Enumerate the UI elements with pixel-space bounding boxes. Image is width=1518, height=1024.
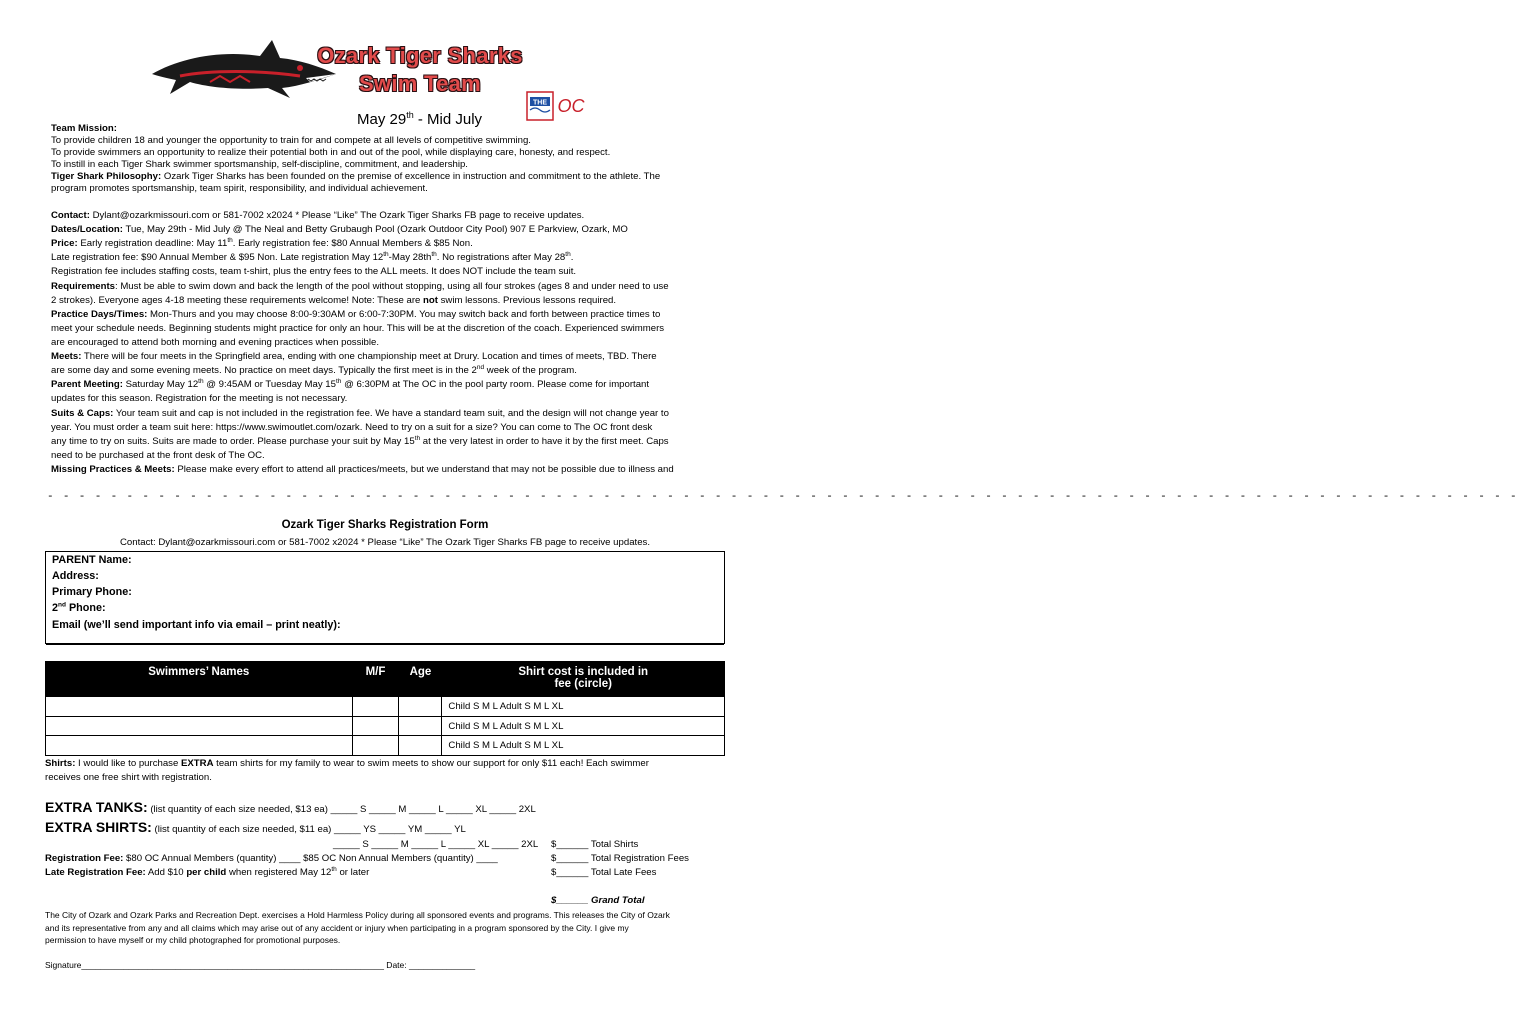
the-oc-logo (527, 86, 591, 122)
mission-line-3: To instill in each Tiger Shark swimmer sportsmanship, self-discipline, commitment, and leadership. (51, 159, 468, 170)
suits-line-1: Suits & Caps: Your team suit and cap is not included in the registration fee. We have a standard team suit, and the design will not change year to (51, 408, 669, 419)
suits-line-4: need to be purchased at the front desk of The OC. (51, 450, 265, 461)
requirements-line-2: 2 strokes). Everyone ages 4-18 meeting these requirements welcome! Note: These are not swim lessons. Previous lessons required. (51, 295, 617, 306)
waiver-line-3: permission to have myself or my child photographed for promotional purposes. (45, 935, 341, 946)
swimmers-header-row (46, 662, 725, 697)
philosophy-line-1: Tiger Shark Philosophy: Ozark Tiger Sharks has been founded on the premise of excellence in instruction and commitment to the athlete. The (51, 171, 661, 182)
swimmers-table (45, 661, 725, 756)
title-line-2: Swim Team (358, 71, 482, 96)
shirts-note-line-1: Shirts: I would like to purchase EXTRA team shirts for my family to wear to swim meets to show our support for only $11 each! Each swimmer (45, 758, 649, 769)
form-title: Ozark Tiger Sharks Registration Form (281, 519, 489, 531)
waiver-line-1: The City of Ozark and Ozark Parks and Recreation Dept. exercises a Hold Harmless Policy during all sponsored events and programs. This releases the City of Ozark (45, 910, 670, 920)
dates-location-line: Dates/Location: Tue, May 29th - Mid July @ The Neal and Betty Grubaugh Pool (Ozark Outdoor City Pool) 907 E Parkview, Ozark, MO (51, 224, 628, 235)
price-line: Price: Early registration deadline: May 11th. Early registration fee: $80 Annual Members & $85 Non. (51, 236, 473, 249)
swimmer-name-cell[interactable] (46, 716, 353, 736)
extra-tanks-line: EXTRA TANKS: (list quantity of each size needed, $13 ea) _____ S _____ M _____ L _____ XL _____ 2XL (45, 799, 536, 815)
shirt-size-cell[interactable]: Child S M L Adult S M L XL (442, 697, 725, 717)
email-field[interactable]: Email (we’ll send important info via email – print neatly): (52, 619, 341, 631)
shirt-header: Shirt cost is included in fee (circle) (442, 662, 725, 697)
mission-line-2: To provide swimmers an opportunity to realize their potential both in and out of the pool, while displaying care, honesty, and respect. (51, 147, 611, 158)
extra-shirts-line-2: _____ S _____ M _____ L _____ XL _____ 2XL (333, 839, 539, 850)
parent-meeting-line-1: Parent Meeting: Saturday May 12th @ 9:45AM or Tuesday May 15th @ 6:30PM at The OC in the pool party room. Please come for important (51, 377, 650, 390)
extra-shirts-line: EXTRA SHIRTS: (list quantity of each size needed, $11 ea) _____ YS _____ YM _____ YL (45, 819, 466, 835)
fee-includes-line: Registration fee includes staffing costs, team t-shirt, plus the entry fees to the ALL meets. It does NOT include the team suit. (51, 266, 577, 277)
swimmer-name-cell[interactable] (46, 736, 353, 756)
meets-line-2: are some day and some evening meets. No practice on meet days. Typically the first meet is in the 2nd week of the program. (51, 363, 577, 376)
practice-line-2: meet your schedule needs. Beginning students might practice for only an hour. This will be at the discretion of the coach. Experienced swimmers (51, 323, 665, 334)
age-cell[interactable] (399, 716, 442, 736)
late-fee-form-line: Late Registration Fee: Add $10 per child when registered May 12th or later (45, 865, 370, 878)
second-phone-field[interactable]: 2nd Phone: (52, 601, 106, 614)
requirements-line-1: Requirements: Must be able to swim down and back the length of the pool without stopping, using all four strokes (ages 8 and under need to use (51, 281, 669, 292)
parent-info-box[interactable] (45, 551, 725, 644)
table-row (46, 736, 725, 756)
parent-meeting-line-2: updates for this season. Registration for the meeting is not necessary. (51, 393, 348, 404)
shirts-note-line-2: receives one free shirt with registration. (45, 772, 212, 783)
age-cell[interactable] (399, 697, 442, 717)
practice-line-3: are encouraged to attend both morning and evening practices when possible. (51, 337, 380, 348)
table-row (46, 716, 725, 736)
form-contact: Contact: Dylant@ozarkmissouri.com or 581-7002 x2024 * Please “Like” The Ozark Tiger Sharks FB page to receive updates. (119, 537, 650, 548)
suits-line-2: year. You must order a team suit here: https://www.swimoutlet.com/ozark. Need to try on a suit for a size? You can come to The OC front desk (51, 422, 653, 433)
shirt-size-cell[interactable]: Child S M L Adult S M L XL (442, 716, 725, 736)
table-row (46, 697, 725, 717)
swimmer-names-header: Swimmers’ Names (46, 662, 353, 697)
practice-line-1: Practice Days/Times: Mon-Thurs and you may choose 8:00-9:30AM or 6:00-7:30PM. You may switch back and forth between practice times to (51, 309, 661, 320)
mf-cell[interactable] (352, 716, 399, 736)
oc-logo-the: THE (533, 99, 547, 107)
signature-line[interactable]: Signature________________________________________________________________ Date: ______________ (45, 960, 476, 970)
parent-name-field[interactable]: PARENT Name: (52, 554, 132, 566)
season-dates: May 29th - Mid July (357, 110, 483, 128)
title-line-1: Ozark Tiger Sharks (317, 43, 523, 68)
philosophy-line-2: program promotes sportsmanship, team spirit, responsibility, and individual achievement. (51, 183, 428, 194)
age-header: Age (399, 662, 442, 697)
waiver-line-2: and its representative from any and all claims which may arise out of any accident or injury when participating in a program sponsored by the City. I give my (45, 922, 629, 933)
primary-phone-field[interactable]: Primary Phone: (52, 586, 132, 598)
mission-label: Team Mission: (51, 123, 117, 134)
mf-header: M/F (352, 662, 399, 697)
total-registration-fees: $______ Total Registration Fees (551, 853, 689, 864)
oc-logo-oc: OC (557, 96, 585, 116)
late-fee-line: Late registration fee: $90 Annual Member & $95 Non. Late registration May 12th-May $28th^{th}$. No registrations after May 28th. (51, 250, 574, 263)
shirt-size-cell[interactable]: Child S M L Adult S M L XL (442, 736, 725, 756)
waiver (45, 909, 670, 947)
mf-cell[interactable] (352, 697, 399, 717)
team-title (290, 42, 550, 98)
address-field[interactable]: Address: (52, 570, 99, 582)
mission-line-1: To provide children 18 and younger the opportunity to train for and compete at all levels of competitive swimming. (51, 135, 531, 146)
registration-fee-line: Registration Fee: $80 OC Annual Members (quantity) ____ $85 OC Non Annual Members (quantity) ____ (45, 853, 498, 864)
mf-cell[interactable] (352, 736, 399, 756)
meets-line-1: Meets: There will be four meets in the Springfield area, ending with one championship meet at Drury. Location and times of meets, TBD. There (51, 351, 657, 362)
cut-line-divider: - - - - - - - - - - - - - - - - - - - - - - - - - - - - - - - - - - - - - - - - - - - - - - - - - - - - - - - - - - - - - - - - - - - - - - - - - - - - - - - - - - - - - - - - - - - - - (47, 491, 1518, 503)
total-shirts: $______ Total Shirts (551, 839, 639, 850)
suits-line-3: any time to try on suits. Suits are made to order. Please purchase your suit by May 15th at the very latest in order to have it by the first meet. Caps (51, 434, 669, 447)
missing-line: Missing Practices & Meets: Please make every effort to attend all practices/meets, but we understand that may not be possible due to illness and (51, 464, 674, 475)
grand-total: $______ Grand Total (551, 895, 645, 906)
swimmer-name-cell[interactable] (46, 697, 353, 717)
total-late-fees: $______ Total Late Fees (551, 867, 657, 878)
contact-line: Contact: Dylant@ozarkmissouri.com or 581-7002 x2024 * Please “Like” The Ozark Tiger Sharks FB page to receive updates. (51, 210, 585, 221)
age-cell[interactable] (399, 736, 442, 756)
